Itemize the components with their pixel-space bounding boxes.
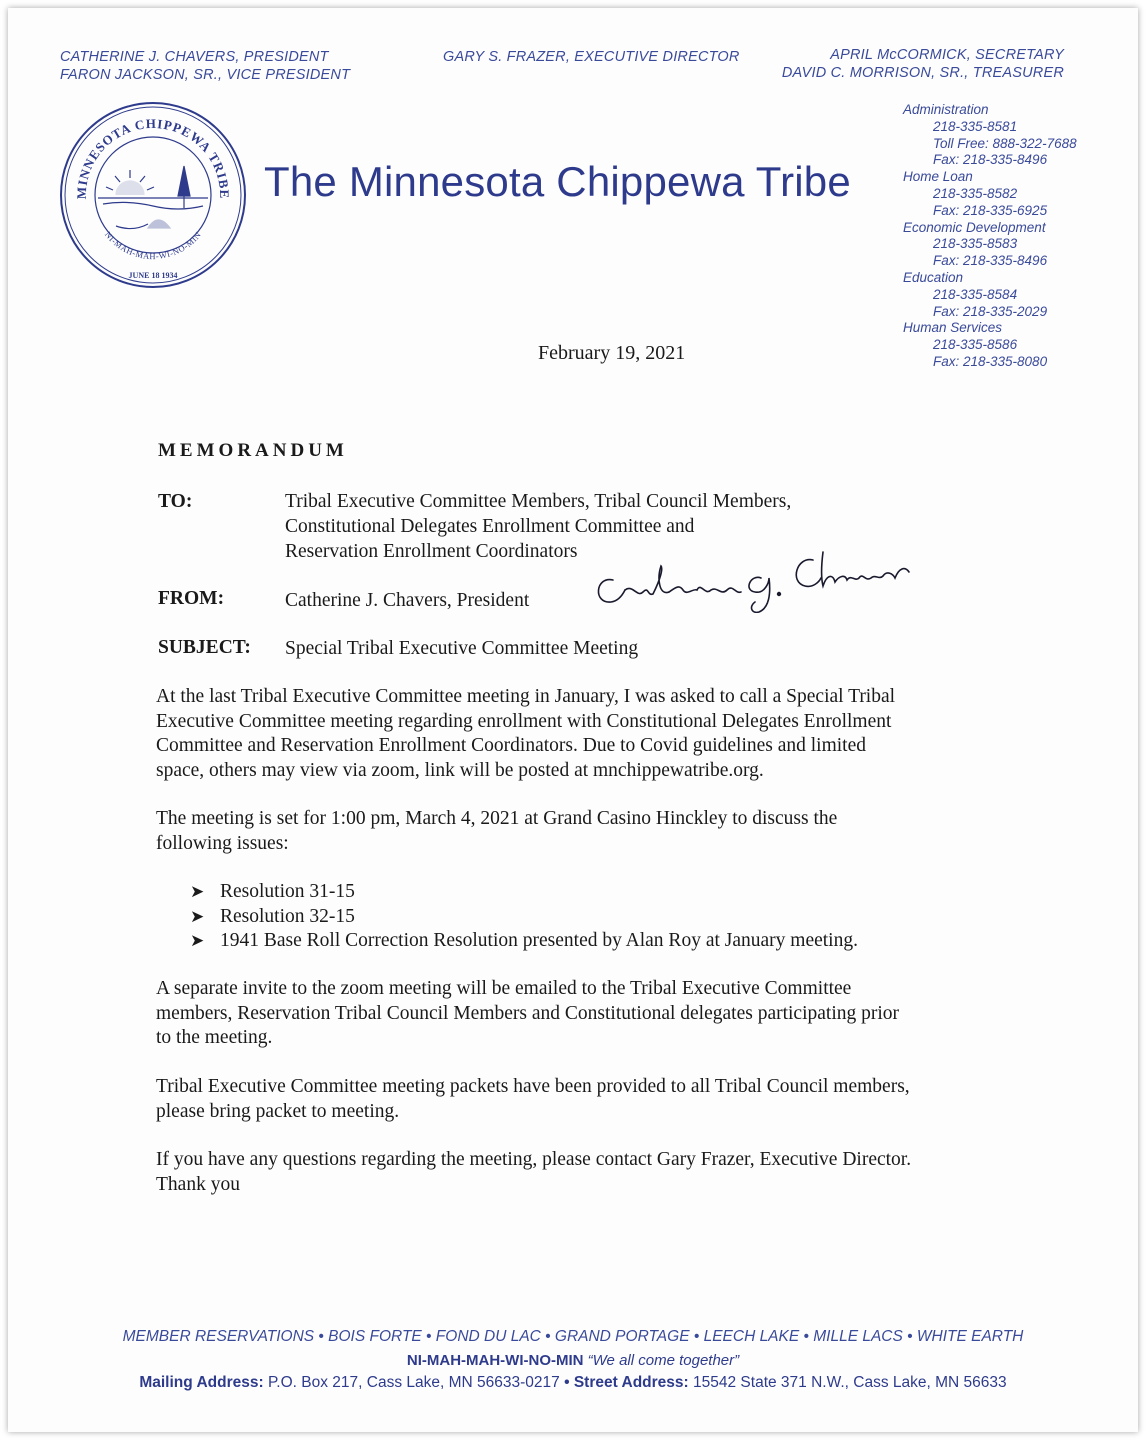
subject-label: SUBJECT:: [158, 637, 251, 658]
phone-line: 218-335-8586: [933, 337, 1018, 353]
phone-line: Fax: 218-335-2029: [933, 303, 1048, 319]
paragraph-line: Committee and Reservation Enrollment Coordinators. Due to Covid guidelines and limited: [156, 735, 867, 756]
officers-right: [782, 46, 1064, 82]
dept-name: Administration: [903, 102, 989, 117]
subject-value: Special Tribal Executive Committee Meeting: [285, 638, 639, 659]
officers-left: [60, 48, 350, 84]
phone-line: 218-335-8583: [933, 236, 1018, 252]
body-paragraph: [156, 1148, 996, 1197]
body-paragraph: [156, 1075, 996, 1124]
tribe-seal-logo: [58, 100, 248, 290]
officer-line: FARON JACKSON, SR., VICE PRESIDENT: [60, 67, 351, 83]
recipient-line: Reservation Enrollment Coordinators: [285, 541, 578, 562]
paragraph-line: please bring packet to meeting.: [156, 1100, 400, 1122]
motto-word: NI-MAH-MAH-WI-NO-MIN: [406, 1352, 584, 1369]
issue-text: Resolution 31-15: [220, 881, 355, 902]
body-paragraph: [156, 977, 996, 1051]
officer-line: APRIL McCORMICK, SECRETARY: [830, 47, 1064, 63]
memo-date: February 19, 2021: [538, 342, 686, 364]
issues-list: [190, 880, 858, 954]
phone-line: 218-335-8582: [933, 185, 1018, 201]
org-title: The Minnesota Chippewa Tribe: [264, 158, 851, 205]
paragraph-line: Executive Committee meeting regarding enrollment with Constitutional Delegates Enrollment: [156, 710, 892, 732]
paragraph-line: A separate invite to the zoom meeting will be emailed to the Tribal Executive Committee: [156, 978, 852, 999]
dept-name: Education: [903, 269, 964, 285]
arrow-bullet-icon: ➤: [190, 906, 205, 926]
paragraph-line: Tribal Executive Committee meeting packets have been provided to all Tribal Council members,: [156, 1076, 910, 1097]
dept-name: Economic Development: [903, 219, 1046, 235]
paragraph-line: members, Reservation Tribal Council Members and Constitutional delegates participating prior: [156, 1002, 900, 1024]
dept-name: Home Loan: [903, 169, 973, 185]
list-item: [190, 880, 858, 905]
to-label: TO:: [158, 491, 193, 512]
from-label: FROM:: [158, 588, 225, 609]
officers-center: [443, 48, 740, 66]
footer-reservations: MEMBER RESERVATIONS • BOIS FORTE • FOND DU LAC • GRAND PORTAGE • LEECH LAKE • MILLE LACS • WHITE EARTH: [122, 1328, 1024, 1345]
paragraph-line: to the meeting.: [156, 1027, 273, 1048]
paragraph-line: If you have any questions regarding the meeting, please contact Gary Frazer, Executive Director.: [156, 1149, 912, 1170]
mailing-label: Mailing Address:: [139, 1374, 264, 1391]
recipient-line: Constitutional Delegates Enrollment Committee and: [285, 516, 695, 537]
seal-top-text: MINNESOTA CHIPPEWA TRIBE: [73, 115, 233, 200]
paragraph-line: Thank you: [156, 1173, 240, 1195]
list-item: [190, 929, 858, 954]
officer-line: DAVID C. MORRISON, SR., TREASURER: [781, 65, 1064, 81]
handwritten-signature: [583, 538, 923, 613]
motto-translation: “We all come together”: [587, 1352, 740, 1369]
address-separator: •: [564, 1374, 570, 1391]
issue-text: 1941 Base Roll Correction Resolution presented by Alan Roy at January meeting.: [220, 930, 858, 951]
officer-line: CATHERINE J. CHAVERS, PRESIDENT: [60, 49, 329, 65]
phone-line: Fax: 218-335-6925: [933, 202, 1048, 218]
list-item: [190, 905, 858, 930]
svg-text:NI-MAH-MAH-WI-NO-MIN: [103, 229, 203, 261]
mailing-address: P.O. Box 217, Cass Lake, MN 56633-0217: [267, 1374, 560, 1391]
seal-bottom-text: NI-MAH-MAH-WI-NO-MIN: [102, 229, 204, 262]
memo-heading: MEMORANDUM: [158, 440, 348, 461]
phone-line: 218-335-8584: [933, 286, 1018, 302]
phone-line: Fax: 218-335-8496: [933, 152, 1048, 168]
phone-line: Fax: 218-335-8496: [933, 253, 1048, 269]
paragraph-line: space, others may view via zoom, link will be posted at mnchippewatribe.org.: [156, 759, 764, 781]
arrow-bullet-icon: ➤: [190, 931, 205, 950]
footer-address: [8, 1374, 1138, 1392]
footer-motto: [8, 1352, 1138, 1369]
body-paragraph: [156, 807, 996, 856]
phone-line: Fax: 218-335-8080: [933, 353, 1048, 369]
from-value: Catherine J. Chavers, President: [285, 590, 530, 611]
contact-directory: [903, 102, 1077, 371]
phone-line: Toll Free: 888-322-7688: [933, 135, 1077, 151]
paragraph-line: The meeting is set for 1:00 pm, March 4, 2021 at Grand Casino Hinckley to discuss the: [156, 808, 838, 829]
paragraph-line: At the last Tribal Executive Committee meeting in January, I was asked to call a Special Tribal: [156, 686, 896, 707]
street-label: Street Address:: [573, 1374, 689, 1391]
officer-line: GARY S. FRAZER, EXECUTIVE DIRECTOR: [443, 49, 740, 65]
recipient-line: Tribal Executive Committee Members, Tribal Council Members,: [285, 491, 792, 512]
issue-text: Resolution 32-15: [220, 905, 355, 927]
letter-page: [8, 8, 1138, 1432]
arrow-bullet-icon: ➤: [190, 882, 205, 901]
street-address: 15542 State 371 N.W., Cass Lake, MN 56633: [693, 1374, 1007, 1391]
seal-date-text: JUNE 18 1934: [128, 271, 178, 280]
dept-name: Human Services: [903, 320, 1003, 336]
phone-line: 218-335-8581: [933, 118, 1018, 134]
paragraph-line: following issues:: [156, 832, 289, 854]
body-paragraph: [156, 685, 996, 783]
